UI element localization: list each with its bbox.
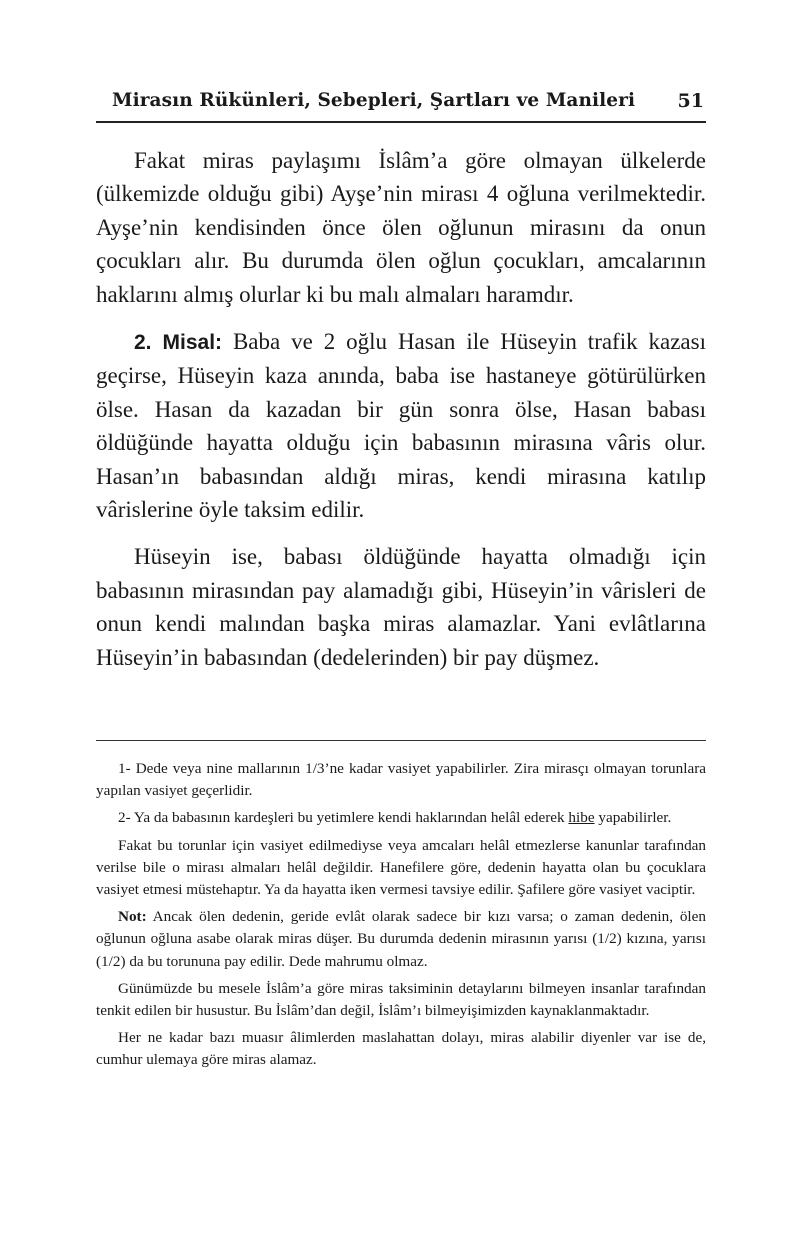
page-number: 51 bbox=[677, 90, 704, 112]
footnotes bbox=[96, 758, 706, 1077]
footnote-1: 1- Dede veya nine mallarının 1/3’ne kadar vasiyet yapabilirler. Zira mirasçı olmayan torunlara yapılan vasiyet geçerlidir. bbox=[96, 760, 706, 800]
note-text: Ancak ölen dedenin, geride evlât olarak sadece bir kızı varsa; o zaman dedenin, ölen oğlunun oğluna asabe olarak miras düşer. Bu durumda dedenin mirasının yarısı (1/2) kızına, yarısı (1/2) da bu torununa pay edilir. Dede mahrumu olmaz. bbox=[96, 908, 706, 970]
example-text: Baba ve 2 oğlu Hasan ile Hüseyin trafik kazası geçirse, Hüseyin kaza anında, baba ise hastaneye götürülürken ölse. Hasan da kazadan bir gün sonra ölse, Hasan babası öldüğünde hayatta olduğu için babasının mirasına vâris olur. Hasan’ın babasından aldığı miras, kendi mirasına katılıp vârislerine öyle taksim edilir. bbox=[96, 329, 706, 523]
paragraph: Hüseyin ise, babası öldüğünde hayatta olmadığı için babasının mirasından pay alamadığı gibi, Hüseyin’in vârisleri de onun kendi malından başka miras alamazlar. Yani evlâtlarına Hüseyin’in babasından (dedelerinden) bir pay düşmez. bbox=[96, 544, 706, 670]
main-text bbox=[96, 144, 706, 688]
footnote-note bbox=[96, 906, 706, 973]
footnote-paragraph: Günümüzde bu mesele İslâm’a göre miras taksiminin detaylarını bilmeyen insanlar tarafından tenkit edilen bir husustur. Bu İslâm’dan değil, İslâm’ı bilmeyişimizden kaynaklanmaktadır. bbox=[96, 979, 706, 1020]
paragraph-example-2 bbox=[96, 325, 706, 526]
footnote-2 bbox=[96, 807, 706, 829]
footnote-2-tail: yapabilirler. bbox=[594, 809, 672, 827]
footnote-paragraph: Her ne kadar bazı muasır âlimlerden maslahattan dolayı, miras alabilir diyenler var ise de, cumhur ulemaya göre miras alamaz. bbox=[96, 1029, 706, 1069]
header-divider bbox=[96, 121, 706, 123]
paragraph: Fakat miras paylaşımı İslâm’a göre olmayan ülkelerde (ülkemizde olduğu gibi) Ayşe’nin mirası 4 oğluna verilmektedir. Ayşe’nin kendisinden önce ölen oğlunun mirasını da onun çocukları alır. Bu durumda ölen oğlun çocukları, amcalarının haklarını almış olurlar ki bu malı almaları haramdır. bbox=[96, 148, 706, 307]
footnote-divider bbox=[96, 740, 706, 741]
chapter-title: Mirasın Rükünleri, Sebepleri, Şartları ve Manileri bbox=[112, 90, 636, 111]
footnote-2-text: 2- Ya da babasının kardeşleri bu yetimlere kendi haklarından helâl ederek bbox=[118, 809, 569, 827]
footnote-paragraph: Fakat bu torunlar için vasiyet edilmediyse veya amcaları helâl etmezlerse kanunlar tarafından verilse bile o mirası almaları helâl değildir. Hanefilere göre, dedenin hayatta olan bu çocuklara vasiyet etmesi müstehaptır. Ya da hayatta iken vermesi tavsiye edilir. Şafilere göre vasiyet vaciptir. bbox=[96, 836, 706, 899]
example-label: 2. Misal: bbox=[134, 331, 223, 355]
note-label: Not: bbox=[118, 908, 147, 926]
hibe-underlined-term: hibe bbox=[568, 809, 595, 827]
running-header bbox=[96, 88, 706, 120]
